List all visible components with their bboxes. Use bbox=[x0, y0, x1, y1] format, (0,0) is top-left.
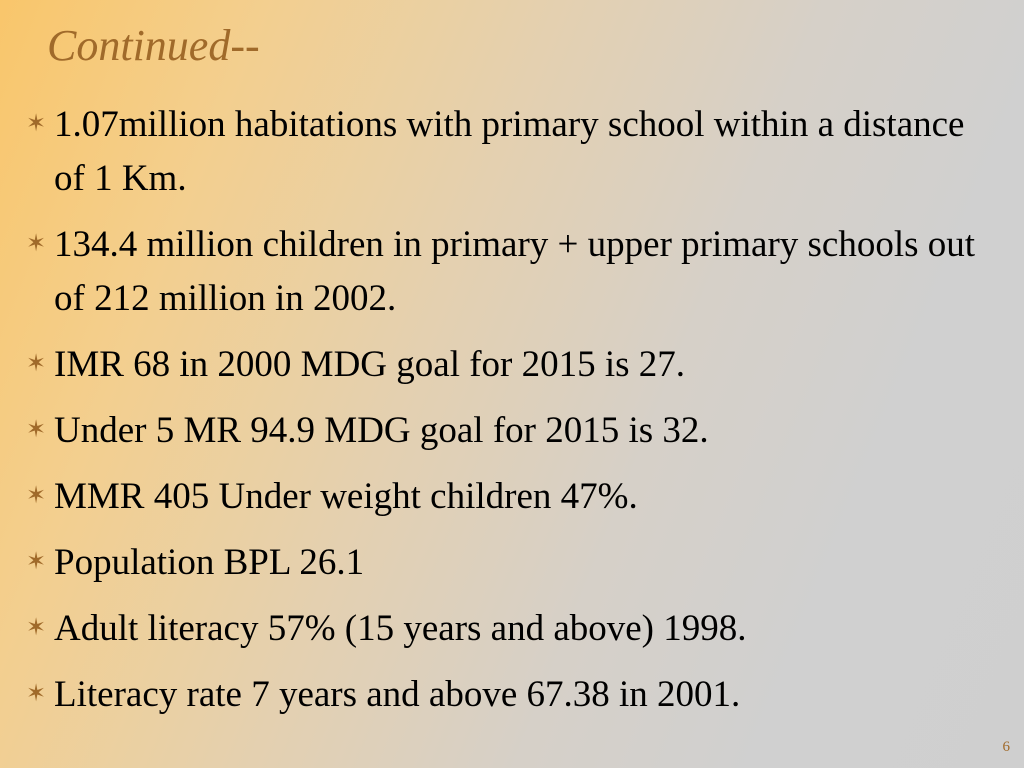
bullet-item bbox=[26, 536, 996, 590]
star-bullet-icon: ✶ bbox=[26, 111, 47, 137]
star-bullet-icon: ✶ bbox=[26, 483, 47, 509]
star-bullet-icon: ✶ bbox=[26, 681, 47, 707]
star-bullet-icon: ✶ bbox=[26, 549, 47, 575]
star-bullet-icon: ✶ bbox=[26, 351, 47, 377]
star-bullet-icon: ✶ bbox=[26, 417, 47, 443]
bullet-text: Under 5 MR 94.9 MDG goal for 2015 is 32. bbox=[54, 410, 709, 451]
star-bullet-icon: ✶ bbox=[26, 231, 47, 257]
bullet-item bbox=[26, 470, 996, 524]
bullet-item bbox=[26, 218, 996, 326]
bullet-item bbox=[26, 404, 996, 458]
bullet-text: 134.4 million children in primary + upper primary schools out of 212 million in 2002. bbox=[54, 224, 976, 319]
bullet-item bbox=[26, 338, 996, 392]
bullet-text: Literacy rate 7 years and above 67.38 in 2001. bbox=[54, 674, 741, 715]
star-bullet-icon: ✶ bbox=[26, 615, 47, 641]
bullet-item bbox=[26, 668, 996, 722]
page-number: 6 bbox=[1002, 739, 1010, 755]
bullet-text: 1.07million habitations with primary school within a distance of 1 Km. bbox=[54, 104, 965, 199]
bullet-item bbox=[26, 602, 996, 656]
bullet-list bbox=[26, 98, 996, 734]
bullet-text: Population BPL 26.1 bbox=[54, 542, 365, 583]
bullet-text: MMR 405 Under weight children 47%. bbox=[54, 476, 638, 517]
slide-title: Continued-- bbox=[47, 21, 260, 70]
bullet-text: Adult literacy 57% (15 years and above) 1998. bbox=[54, 608, 747, 649]
bullet-text: IMR 68 in 2000 MDG goal for 2015 is 27. bbox=[54, 344, 686, 385]
bullet-item bbox=[26, 98, 996, 206]
